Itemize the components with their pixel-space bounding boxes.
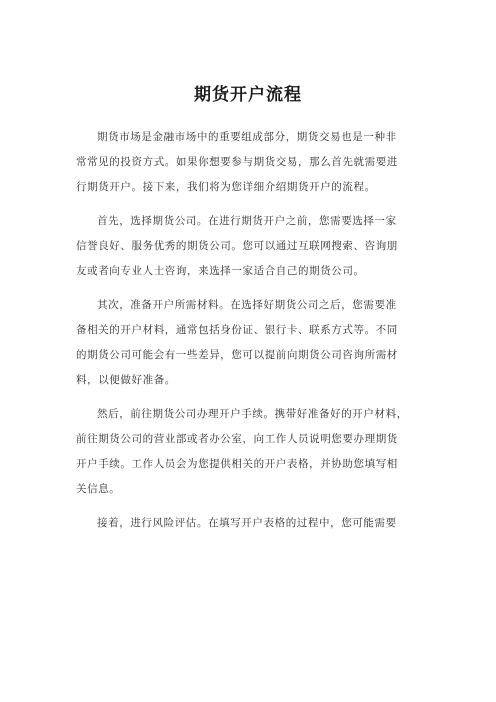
paragraph-line: 信誉良好、服务优秀的期货公司。您可以通过互联网搜索、咨询朋 bbox=[76, 240, 398, 252]
paragraph-line: 友或者向专业人士咨询，来选择一家适合自己的期货公司。 bbox=[76, 265, 365, 277]
paragraph-visit-office bbox=[76, 402, 436, 502]
paragraph-intro bbox=[76, 125, 436, 200]
paragraph-line: 关信息。 bbox=[76, 483, 121, 495]
paragraph-line: 接着，进行风险评估。在填写开户表格的过程中，您可能需要 bbox=[97, 517, 397, 529]
paragraph-risk-assessment bbox=[76, 511, 436, 536]
paragraph-line: 首先，选择期货公司。在进行期货开户之前，您需要选择一家 bbox=[97, 215, 397, 227]
paragraph-line: 开户手续。工作人员会为您提供相关的开户表格，并协助您填写相 bbox=[76, 458, 398, 470]
paragraph-line: 料，以便做好准备。 bbox=[76, 374, 176, 386]
paragraph-line: 然后，前往期货公司办理开户手续。携带好准备好的开户材料， bbox=[97, 408, 408, 420]
paragraph-line: 备相关的开户材料，通常包括身份证、银行卡、联系方式等。不同 bbox=[76, 324, 398, 336]
paragraph-line: 常常见的投资方式。如果你想要参与期货交易，那么首先就需要进 bbox=[76, 156, 398, 168]
document-title: 期货开户流程 bbox=[194, 85, 302, 105]
paragraph-prepare-materials bbox=[76, 293, 436, 393]
paragraph-choose-company bbox=[76, 209, 436, 284]
paragraph-line: 前往期货公司的营业部或者办公室，向工作人员说明您要办理期货 bbox=[76, 433, 398, 445]
paragraph-line: 期货市场是金融市场中的重要组成部分，期货交易也是一种非 bbox=[97, 131, 397, 143]
paragraph-line: 行期货开户。接下来，我们将为您详细介绍期货开户的流程。 bbox=[76, 181, 376, 193]
paragraph-line: 其次，准备开户所需材料。在选择好期货公司之后，您需要准 bbox=[97, 299, 397, 311]
paragraph-line: 的期货公司可能会有一些差异，您可以提前向期货公司咨询所需材 bbox=[76, 349, 398, 361]
